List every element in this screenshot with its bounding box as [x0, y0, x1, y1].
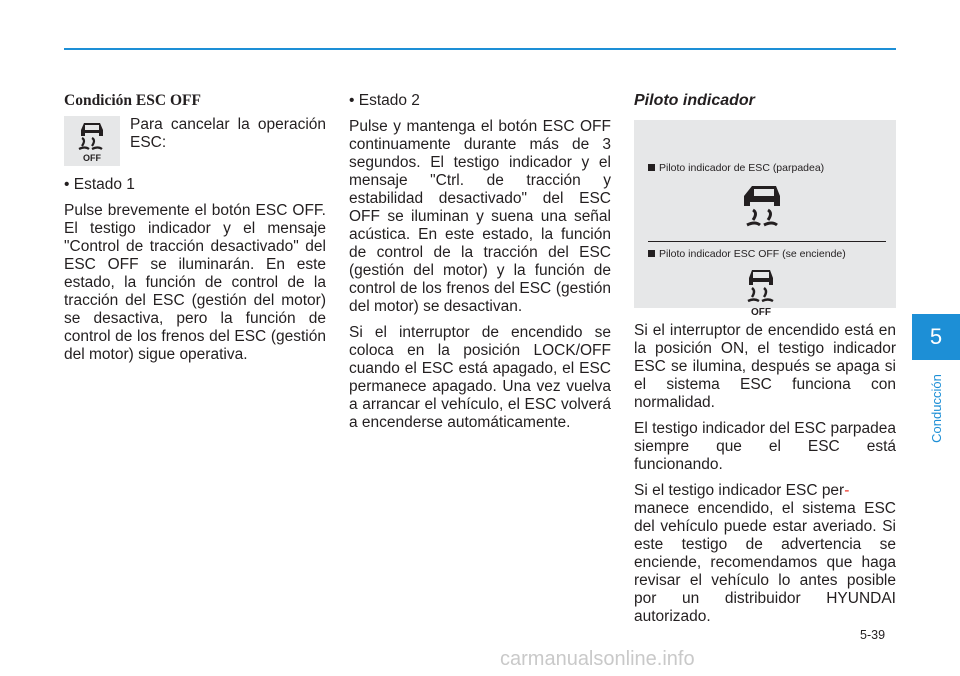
esc-off-icon-box [64, 116, 120, 166]
indicator-para-2: El testigo indicador del ESC parpadea siempre que el ESC está funcionando. [634, 420, 896, 473]
page-number: 5-39 [860, 628, 886, 642]
state-1-label: • Estado 1 [64, 176, 135, 193]
bullet-square [648, 164, 655, 171]
top-rule [64, 48, 896, 50]
state-1-text: Pulse brevemente el botón ESC OFF. El testigo indicador y el mensaje "Control de tracción desactivado" del ESC OFF se iluminarán. En este estado, la función de control de la tracción del ESC (gestión del motor) se desactiva, pero la función de control de los frenos del ESC (gestión del motor) sigue operativa. [64, 202, 326, 363]
indicator-label-esc: Piloto indicador de ESC (parpadea) [648, 162, 824, 175]
state-2-label: • Estado 2 [349, 92, 420, 109]
skid-car-off-icon [72, 119, 112, 163]
indicator-label-esc-off: Piloto indicador ESC OFF (se enciende) [648, 248, 846, 261]
section-heading-esc-off: Condición ESC OFF [64, 92, 201, 109]
off-caption: OFF [751, 307, 771, 318]
intro-text: Para cancelar la operación ESC: [130, 116, 326, 151]
column-3 [634, 92, 896, 634]
watermark: carmanualsonline.info [500, 648, 695, 670]
section-heading-indicator: Piloto indicador [634, 92, 755, 109]
esc-off-intro [64, 116, 326, 166]
indicator-para-1: Si el interruptor de encendido está en la posición ON, el testigo indicador ESC se ilumina, después se apaga si el sistema ESC funciona con normalidad. [634, 322, 896, 411]
off-caption: OFF [83, 153, 101, 163]
state-2-text: Pulse y mantenga el botón ESC OFF continuamente durante más de 3 segundos. El testigo indicador y el mensaje "Ctrl. de tracción y estabilidad desactivado" del ESC OFF se iluminan y suena una señal acústica. En este estado, la función de control de la tracción del ESC (gestión del motor) y la función de control de los frenos del ESC (gestión del motor) se desactivan. [349, 118, 611, 315]
indicator-panel [634, 120, 896, 318]
red-hyphen: - [844, 482, 850, 499]
indicator-divider [648, 241, 886, 242]
bullet-square [648, 250, 655, 257]
column-1 [64, 92, 326, 372]
skid-car-icon [738, 180, 790, 234]
lock-off-text: Si el interruptor de encendido se coloca en la posición LOCK/OFF cuando el ESC está apagado, el ESC permanece apagado. Una vez vuelva a arrancar el vehículo, el ESC volverá a encenderse automáticamente. [349, 324, 611, 431]
chapter-title: Conducción [928, 373, 944, 443]
indicator-para-3: Si el testigo indicador ESC per- manece encendido, el sistema ESC del vehículo puede estar averiado. Si este testigo de advertencia se enciende, recomendamos que haga revisar el vehículo lo antes posible por un distribuidor HYUNDAI autorizado. [634, 482, 896, 625]
skid-car-off-icon [738, 266, 784, 318]
column-2 [349, 92, 611, 440]
chapter-tab[interactable]: 5 [912, 314, 960, 360]
